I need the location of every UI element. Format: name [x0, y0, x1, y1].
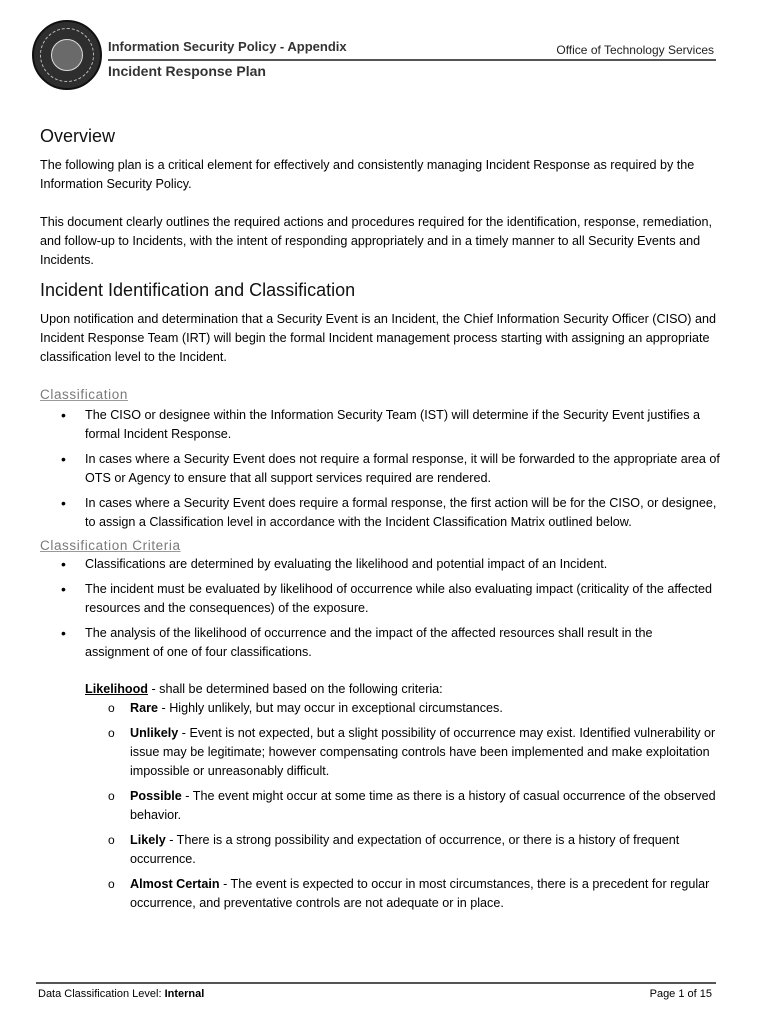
overview-heading: Overview — [40, 126, 116, 146]
footer-classification-value: Internal — [164, 988, 205, 1000]
likelihood-desc: - The event is expected to occur in most circumstances, there is a precedent for regular occurrence, and preventative controls are not adequate or in place. — [130, 877, 710, 910]
classification-heading: Classification — [40, 387, 128, 402]
header-office: Office of Technology Services — [556, 43, 714, 57]
list-item — [130, 875, 720, 913]
likelihood-list — [40, 699, 720, 913]
likelihood-desc: - The event might occur at some time as there is a history of casual occurrence of the observed behavior. — [130, 789, 716, 822]
list-item: • In cases where a Security Event does require a formal response, the first action will be for the CISO, or designee, to assign a Classification level in accordance with the Incident Classification Matrix outlined below. — [85, 494, 720, 532]
list-item: • The CISO or designee within the Information Security Team (IST) will determine if the Security Event justifies a formal Incident Response. — [85, 406, 720, 444]
list-item — [130, 787, 720, 825]
document-body — [40, 124, 720, 919]
overview-paragraph-1: The following plan is a critical element for effectively and consistently managing Incident Response as required by the Information Security Policy. — [40, 158, 695, 191]
footer-classification-label: Data Classification Level: — [38, 988, 165, 1000]
classification-list — [40, 406, 720, 532]
likelihood-term: Rare — [130, 701, 159, 715]
header-subtitle: Incident Response Plan — [108, 63, 266, 79]
list-item — [130, 831, 720, 869]
list-item: • Classifications are determined by evaluating the likelihood and potential impact of an Incident. — [85, 555, 720, 574]
list-item: • In cases where a Security Event does not require a formal response, it will be forwarded to the appropriate area of OTS or Agency to ensure that all support services required are rendered. — [85, 450, 720, 488]
header-title: Information Security Policy - Appendix — [108, 39, 347, 54]
list-item — [130, 724, 720, 781]
likelihood-term: Unlikely — [130, 726, 179, 740]
likelihood-desc: - Event is not expected, but a slight possibility of occurrence may exist. Identified vulnerability or issue may be legitimate; however compensating controls have been implemented and make exploitation impossible or unreasonably difficult. — [130, 726, 716, 778]
footer-classification — [38, 988, 204, 1000]
identification-paragraph: Upon notification and determination that a Security Event is an Incident, the Chief Information Security Officer (CISO) and Incident Response Team (IRT) will begin the formal Incident management process starting with assigning an appropriate classification level to the Incident. — [40, 312, 716, 364]
likelihood-term: Almost Certain — [130, 877, 220, 891]
likelihood-intro-text: - shall be determined based on the following criteria: — [147, 682, 443, 696]
likelihood-intro — [85, 680, 720, 699]
likelihood-desc: - There is a strong possibility and expectation of occurrence, or there is a history of frequent occurrence. — [130, 833, 680, 866]
list-item: • The analysis of the likelihood of occurrence and the impact of the affected resources shall result in the assignment of one of four classifications. — [85, 624, 720, 662]
overview-paragraph-2: This document clearly outlines the required actions and procedures required for the identification, response, remediation, and follow-up to Incidents, with the intent of responding appropriately and in a timely manner to all Security Events and Incidents. — [40, 215, 713, 267]
footer-page-number: Page 1 of 15 — [649, 988, 712, 1000]
list-item — [130, 699, 720, 718]
likelihood-term: Likely — [130, 833, 166, 847]
likelihood-desc: - Highly unlikely, but may occur in exceptional circumstances. — [158, 701, 503, 715]
criteria-heading: Classification Criteria — [40, 538, 181, 553]
likelihood-term: Possible — [130, 789, 182, 803]
header-divider — [108, 59, 716, 61]
list-item: • The incident must be evaluated by likelihood of occurrence while also evaluating impact (criticality of the affected resources and the consequences) of the exposure. — [85, 580, 720, 618]
likelihood-label: Likelihood — [85, 682, 148, 696]
seal-emblem — [51, 39, 83, 71]
criteria-list — [40, 555, 720, 662]
footer-divider — [36, 982, 716, 984]
state-seal-logo — [32, 20, 102, 90]
identification-heading: Incident Identification and Classification — [40, 280, 356, 300]
